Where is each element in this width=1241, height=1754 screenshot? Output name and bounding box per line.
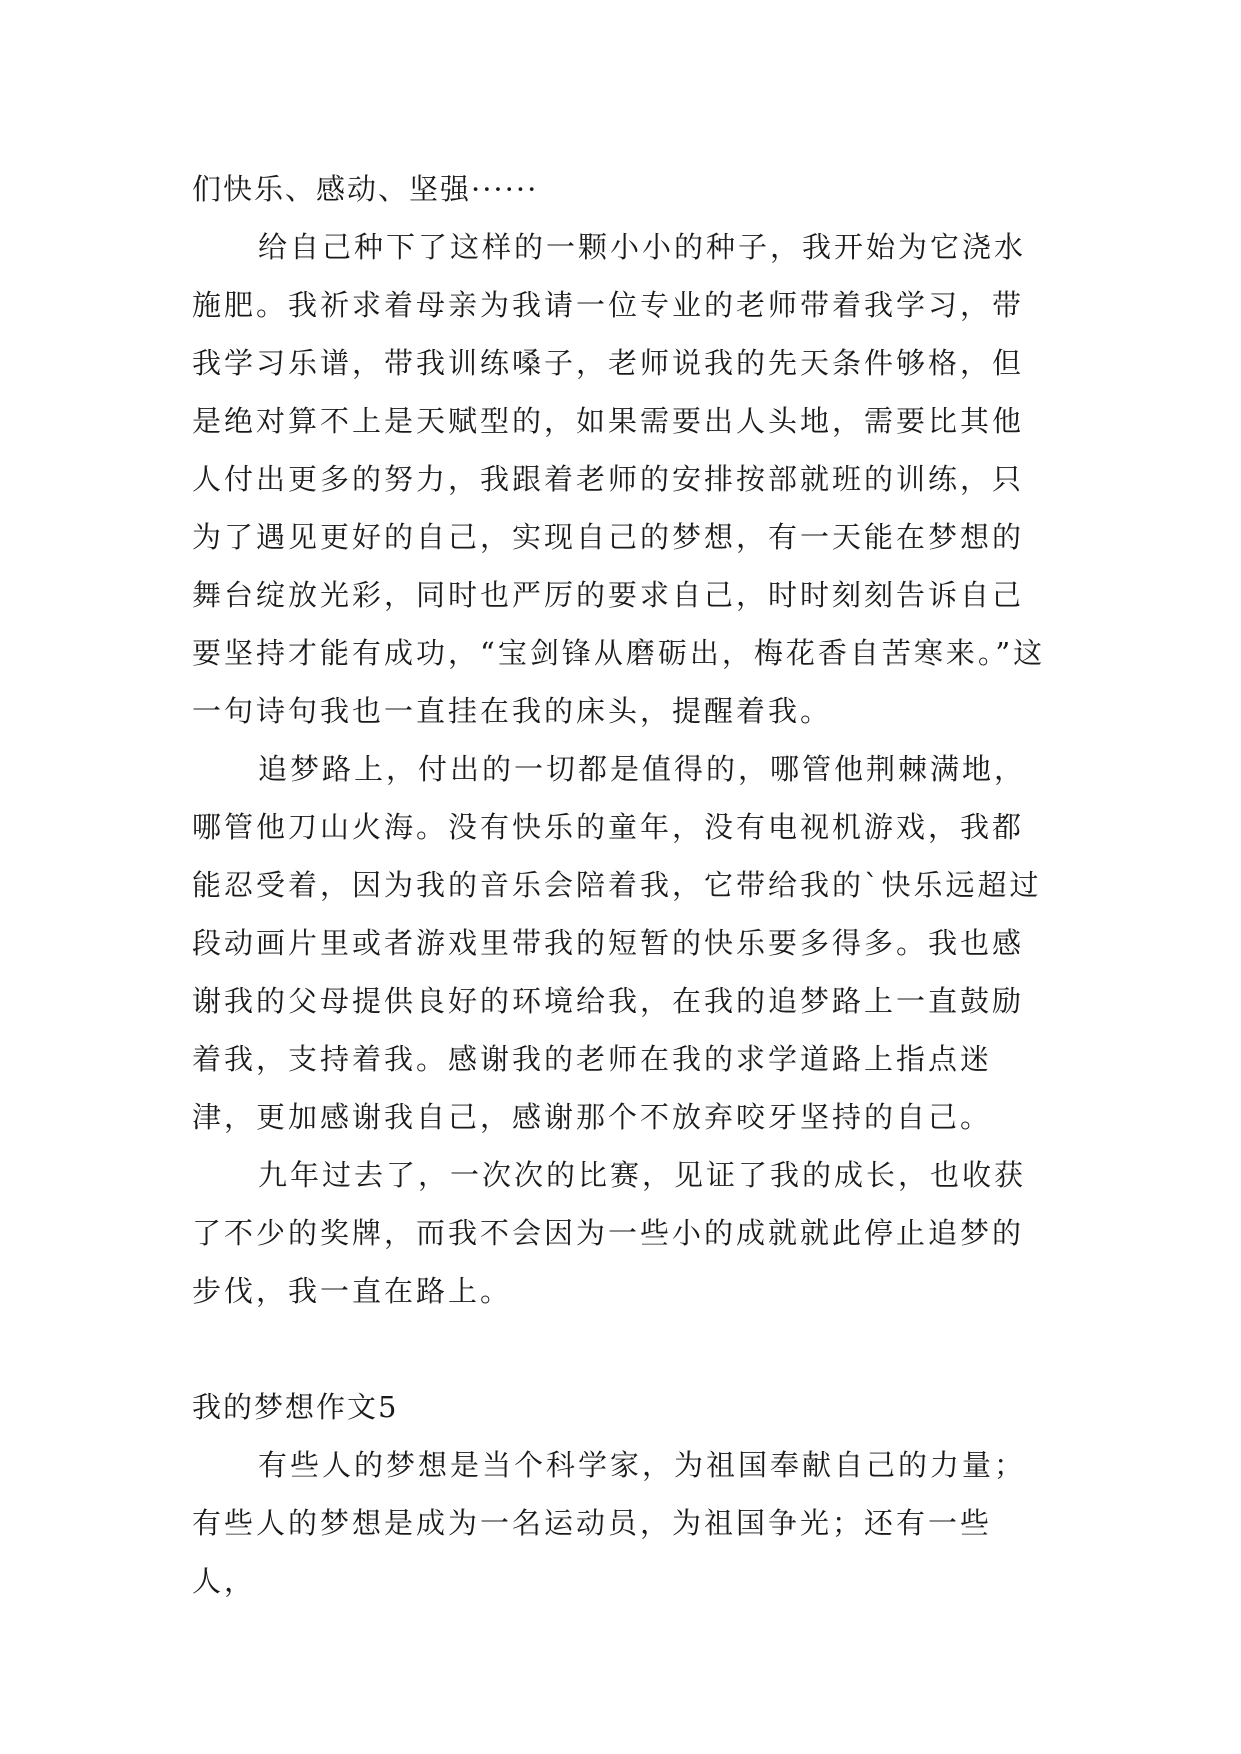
paragraph-nine-years: 九年过去了，一次次的比赛，见证了我的成长，也收获了不少的奖牌，而我不会因为一些小的成就就此停止追梦的步伐，我一直在路上。 xyxy=(192,1158,1027,1308)
paragraph-dream-road: 追梦路上，付出的一切都是值得的，哪管他荆棘满地，哪管他刀山火海。没有快乐的童年，没有电视机游戏，我都能忍受着，因为我的音乐会陪着我，它带给我的`快乐远超过段动画片里或者游戏里带我的短暂的快乐要多得多。我也感谢我的父母提供良好的环境给我，在我的追梦路上一直鼓励着我，支持着我。感谢我的老师在我的求学道路上指点迷津，更加感谢我自己，感谢那个不放弃咬牙坚持的自己。 xyxy=(192,752,1042,1134)
document-body xyxy=(192,160,1052,1610)
essay-heading: 我的梦想作文5 xyxy=(192,1390,399,1424)
paragraph-essay5-intro: 有些人的梦想是当个科学家，为祖国奉献自己的力量；有些人的梦想是成为一名运动员，为祖国争光；还有一些人， xyxy=(192,1448,1027,1598)
paragraph-seed: 给自己种下了这样的一颗小小的种子，我开始为它浇水施肥。我祈求着母亲为我请一位专业的老师带着我学习，带我学习乐谱，带我训练嗓子，老师说我的先天条件够格，但是绝对算不上是天赋型的，如果需要出人头地，需要比其他人付出更多的努力，我跟着老师的安排按部就班的训练，只为了遇见更好的自己，实现自己的梦想，有一天能在梦想的舞台绽放光彩，同时也严厉的要求自己，时时刻刻告诉自己要坚持才能有成功，“宝剑锋从磨砺出，梅花香自苦寒来。”这一句诗句我也一直挂在我的床头，提醒着我。 xyxy=(192,230,1046,728)
paragraph-continuation: 们快乐、感动、坚强······ xyxy=(192,172,539,206)
section-spacer xyxy=(192,1320,1052,1378)
